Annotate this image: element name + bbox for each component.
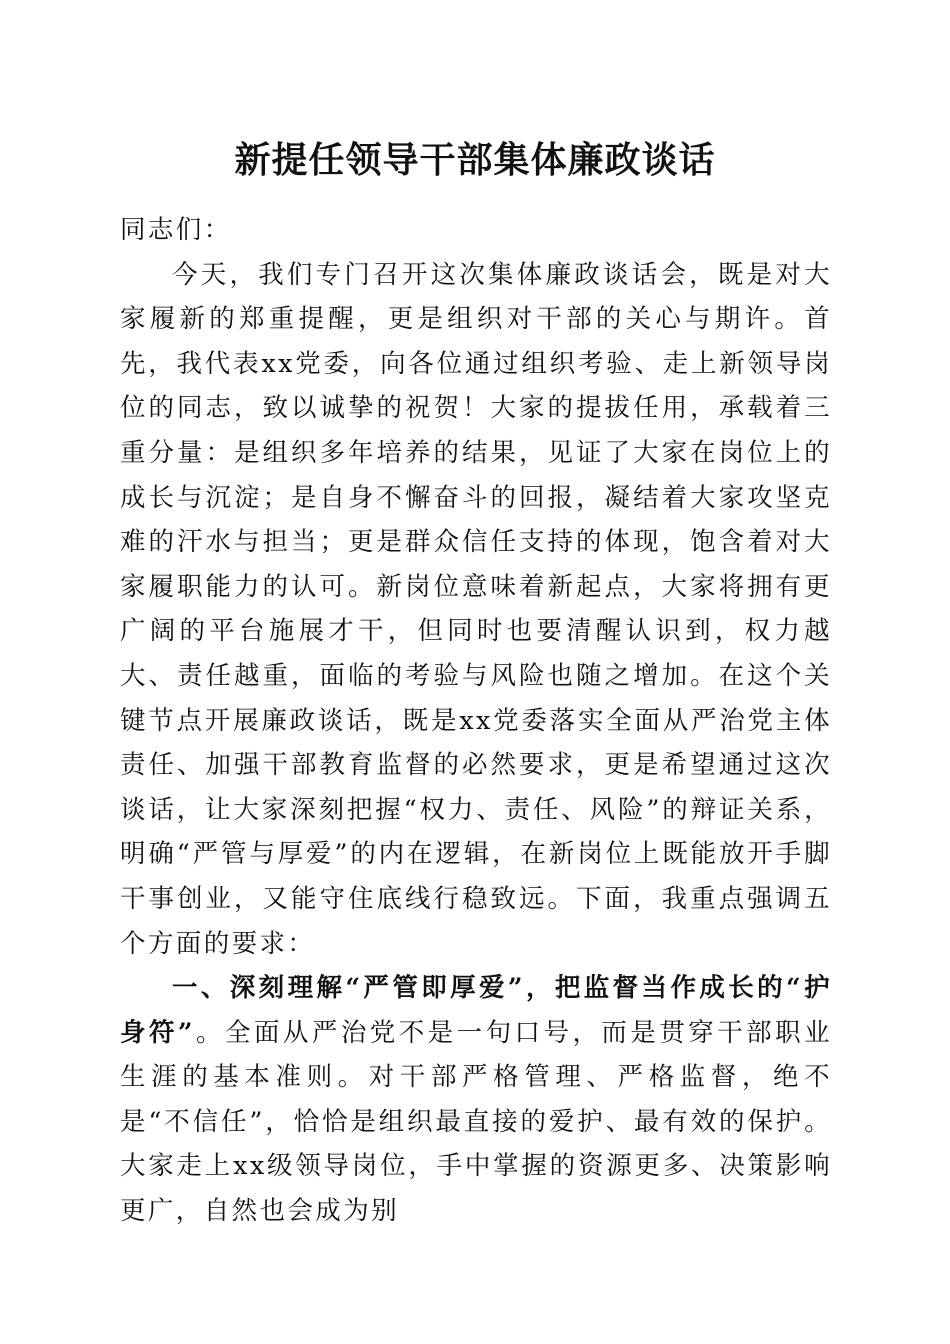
section-one-paragraph <box>120 966 832 1234</box>
document-title: 新提任领导干部集体廉政谈话 <box>234 139 716 181</box>
section-one-text: 。全面从严治党不是一句口号，而是贯穿干部职业生涯的基本准则。对干部严格管理、严格监督，绝不是“不信任”，恰恰是组织最直接的爱护、最有效的保护。大家走上xx级领导岗位，手中掌握的资源更多、决策影响更广，自然也会成为别 <box>120 1017 832 1227</box>
section-one-heading: 一、深刻理解“严管即厚爱”，把监督当作成长的“护身符” <box>120 973 832 1048</box>
salutation: 同志们： <box>120 215 232 245</box>
opening-paragraph: 今天，我们专门召开这次集体廉政谈话会，既是对大家履新的郑重提醒，更是组织对干部的关心与期许。首先，我代表xx党委，向各位通过组织考验、走上新领导岗位的同志，致以诚挚的祝贺！大家的提拔任用，承载着三重分量：是组织多年培养的结果，见证了大家在岗位上的成长与沉淀；是自身不懈奋斗的回报，凝结着大家攻坚克难的汗水与担当；更是群众信任支持的体现，饱含着对大家履职能力的认可。新岗位意味着新起点，大家将拥有更广阔的平台施展才干，但同时也要清醒认识到，权力越大、责任越重，面临的考验与风险也随之增加。在这个关键节点开展廉政谈话，既是xx党委落实全面从严治党主体责任、加强干部教育监督的必然要求，更是希望通过这次谈话，让大家深刻把握“权力、责任、风险”的辩证关系，明确“严管与厚爱”的内在逻辑，在新岗位上既能放开手脚干事创业，又能守住底线行稳致远。下面，我重点强调五个方面的要求： <box>120 259 832 959</box>
document-body <box>120 208 832 1234</box>
